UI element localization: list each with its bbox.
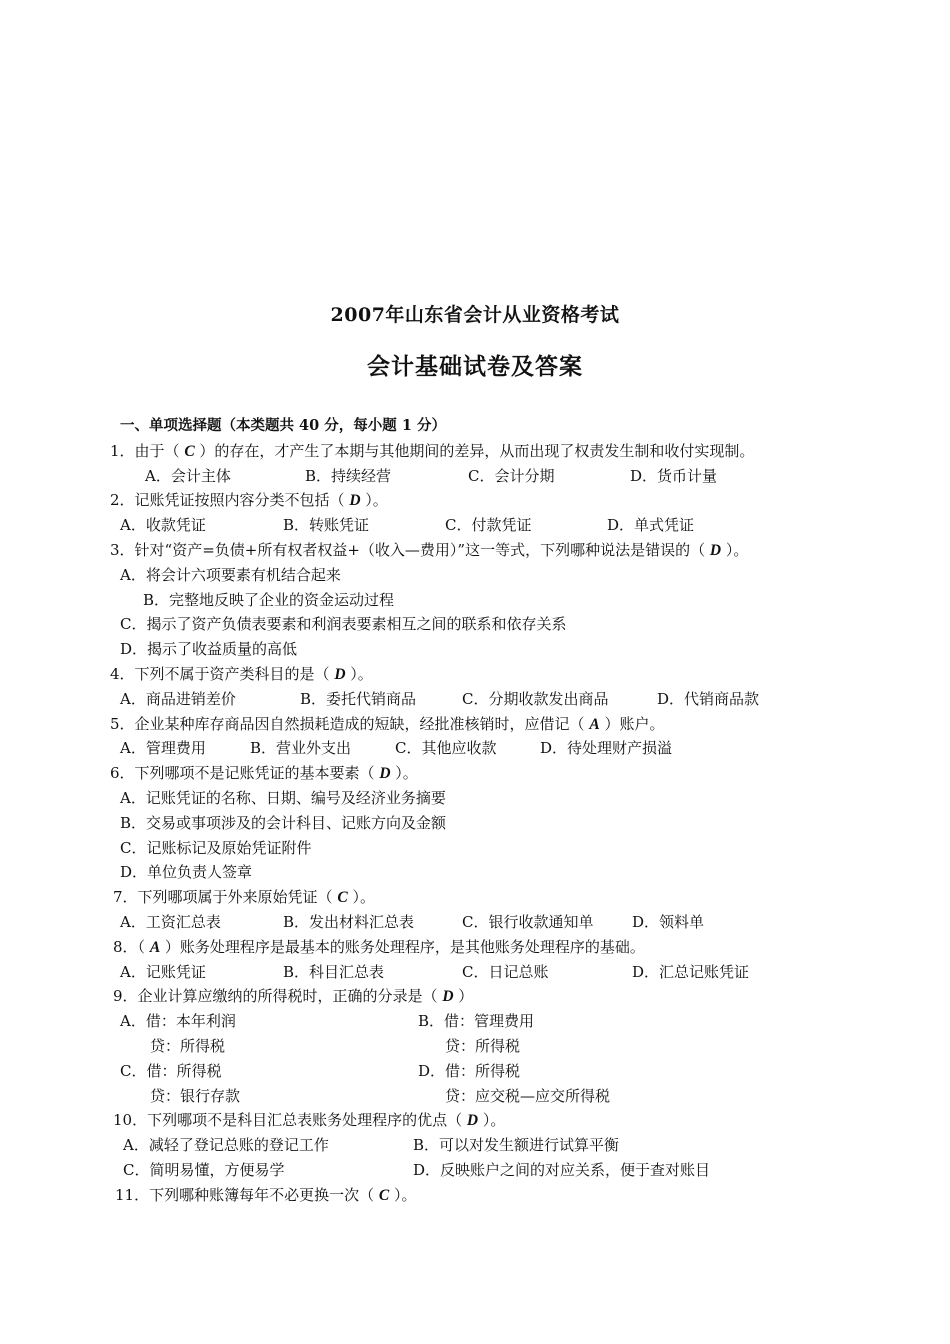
- options-6: [0, 860, 950, 885]
- question-8: 8．（ A ）账务处理程序是最基本的账务处理程序，是其他账务处理程序的基础。: [113, 937, 645, 956]
- option: C．揭示了资产负债表要素和利润表要素相互之间的联系和依存关系: [120, 615, 567, 634]
- options-4: [0, 687, 950, 712]
- answer-6: D: [379, 765, 391, 783]
- exam-body: [0, 414, 950, 1208]
- answer-4: D: [334, 665, 346, 683]
- option: C．银行收款通知单: [462, 912, 594, 931]
- option: C．日记总账: [462, 962, 549, 981]
- option: C．分期收款发出商品: [462, 689, 609, 708]
- option: D．单式凭证: [607, 516, 695, 535]
- options-3: [0, 563, 950, 588]
- option: B．持续经营: [305, 466, 392, 485]
- answer-11: C: [378, 1186, 390, 1204]
- question-11: 11．下列哪种账簿每年不必更换一次（ C ）。: [115, 1185, 417, 1204]
- option: A．将会计六项要素有机结合起来: [120, 565, 341, 584]
- options-7: [0, 910, 950, 935]
- option: C．记账标记及原始凭证附件: [120, 838, 312, 857]
- answer-1: C: [184, 442, 195, 460]
- question-3: 3．针对“资产=负债+所有权者权益+（收入—费用）”这一等式，下列哪种说法是错误的（ D ）。: [110, 540, 749, 559]
- option: A．管理费用: [120, 739, 206, 758]
- option: 贷：应交税—应交所得税: [445, 1086, 611, 1105]
- option: C．付款凭证: [445, 516, 532, 535]
- option: B．完整地反映了企业的资金运动过程: [143, 590, 395, 609]
- option: B．借：管理费用: [418, 1012, 535, 1031]
- question-4: 4．下列不属于资产类科目的是（ D ）。: [110, 664, 373, 683]
- option: A．收款凭证: [120, 516, 206, 535]
- option: D．借：所得税: [418, 1061, 521, 1080]
- option: A．记账凭证的名称、日期、编号及经济业务摘要: [120, 788, 446, 807]
- option: A．减轻了登记总账的登记工作: [123, 1136, 329, 1155]
- options-3: [0, 588, 950, 613]
- options-6: [0, 786, 950, 811]
- section-heading: 一、单项选择题（本类题共 40 分，每小题 1 分）: [120, 417, 446, 434]
- answer-5: A: [589, 715, 600, 733]
- option: D．揭示了收益质量的高低: [120, 640, 298, 659]
- question-10: 10．下列哪项不是科目汇总表账务处理程序的优点（ D ）。: [113, 1111, 506, 1130]
- option: A．记账凭证: [120, 962, 206, 981]
- option: D．单位负责人签章: [120, 863, 253, 882]
- options-8: [0, 960, 950, 985]
- options-6: [0, 811, 950, 836]
- option: C．其他应收款: [395, 739, 497, 758]
- answer-3: D: [709, 541, 722, 559]
- option: B．可以对发生额进行试算平衡: [413, 1136, 620, 1155]
- question-7: 7．下列哪项属于外来原始凭证（ C ）。: [113, 888, 375, 907]
- option: D．待处理财产损溢: [540, 739, 673, 758]
- options-10: [0, 1158, 950, 1183]
- question-6: 6．下列哪项不是记账凭证的基本要素（ D ）。: [110, 764, 418, 783]
- question-2: 2．记账凭证按照内容分类不包括（ D ）。: [110, 491, 388, 510]
- option: D．代销商品款: [657, 689, 760, 708]
- options-3: [0, 612, 950, 637]
- options-9: [0, 1009, 950, 1034]
- option: B．转账凭证: [283, 516, 370, 535]
- answer-2: D: [349, 492, 361, 510]
- option: 贷：银行存款: [150, 1086, 241, 1105]
- option: 贷：所得税: [150, 1036, 226, 1055]
- exam-title: 2007年山东省会计从业资格考试: [330, 304, 620, 326]
- option: A．会计主体: [145, 466, 231, 485]
- option: C．借：所得税: [120, 1061, 222, 1080]
- option: B．科目汇总表: [283, 962, 385, 981]
- option: A．商品进销差价: [120, 689, 236, 708]
- option: A．工资汇总表: [120, 912, 221, 931]
- answer-9: D: [442, 988, 454, 1006]
- options-1: [0, 464, 950, 489]
- options-10: [0, 1133, 950, 1158]
- option: D．货币计量: [630, 466, 718, 485]
- options-9: [0, 1034, 950, 1059]
- option: B．委托代销商品: [300, 689, 417, 708]
- answer-7: C: [337, 889, 348, 907]
- options-9: [0, 1084, 950, 1109]
- question-5: 5．企业某种库存商品因自然损耗造成的短缺，经批准核销时，应借记（ A ）账户。: [110, 714, 665, 733]
- option: A．借：本年利润: [120, 1012, 236, 1031]
- exam-subtitle: 会计基础试卷及答案: [367, 353, 583, 380]
- question-1: 1．由于（ C ）的存在，才产生了本期与其他期间的差异，从而出现了权责发生制和收付实现制。: [110, 441, 755, 460]
- question-9: 9．企业计算应缴纳的所得税时，正确的分录是（ D ）: [113, 987, 474, 1006]
- option: D．领料单: [632, 912, 705, 931]
- option: D．汇总记账凭证: [632, 962, 750, 981]
- options-9: [0, 1059, 950, 1084]
- option: D．反映账户之间的对应关系，便于查对账目: [413, 1160, 711, 1179]
- options-3: [0, 637, 950, 662]
- options-6: [0, 836, 950, 861]
- option: C．简明易懂，方便易学: [123, 1160, 285, 1179]
- answer-8: A: [149, 938, 161, 956]
- option: B．发出材料汇总表: [283, 912, 415, 931]
- option: B．营业外支出: [250, 739, 352, 758]
- option: 贷：所得税: [445, 1036, 521, 1055]
- option: C．会计分期: [468, 466, 555, 485]
- answer-10: D: [466, 1112, 479, 1130]
- options-2: [0, 513, 950, 538]
- options-5: [0, 736, 950, 761]
- option: B．交易或事项涉及的会计科目、记账方向及金额: [120, 813, 447, 832]
